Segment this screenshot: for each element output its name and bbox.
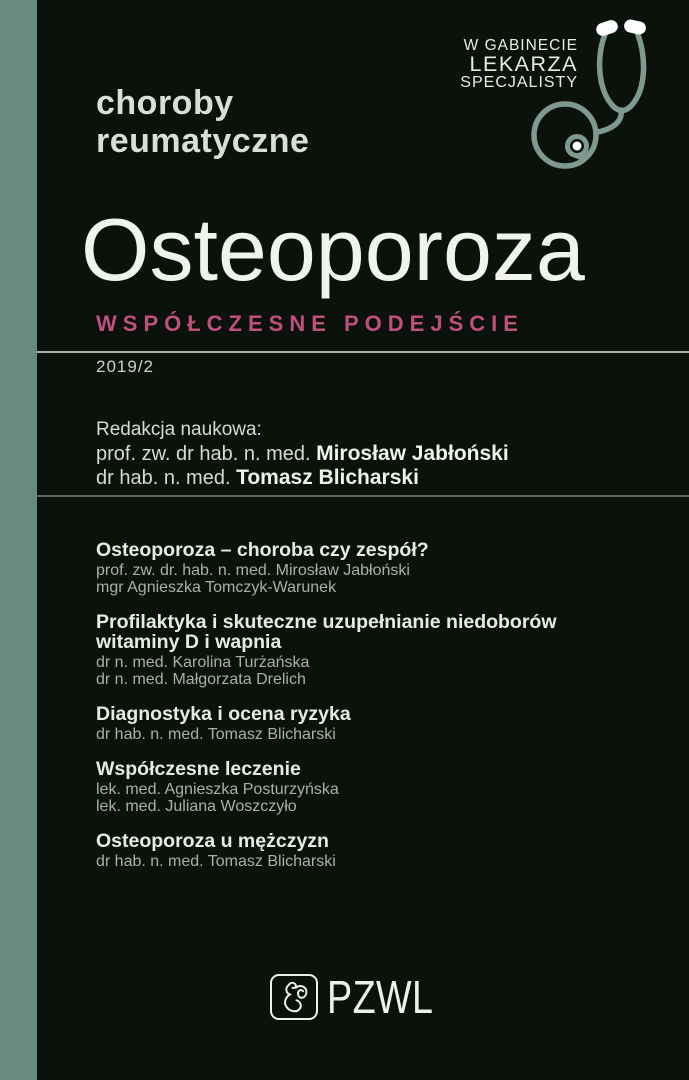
editor-line [96,466,509,491]
chapter-title [96,612,616,652]
chapter-title: Osteoporoza – choroba czy zespół? [96,539,429,561]
editor-name: Tomasz Blicharski [236,466,419,489]
left-accent-stripe [0,0,37,1080]
editor-line [96,442,509,467]
pzwl-monogram-icon [270,974,318,1020]
series-title-line2: reumatyczne [96,122,310,160]
chapter-author: dr n. med. Karolina Turżańska [96,654,310,671]
editorial-label: Redakcja naukowa: [96,419,262,440]
editor-prefix: dr hab. n. med. [96,467,237,489]
series-title-line1: choroby [96,84,234,122]
chapter-title-line: witaminy D i wapnia [96,631,282,653]
chapter-author: lek. med. Agnieszka Posturzyńska [96,781,339,798]
publisher-logo [270,971,457,1023]
chapter-author: dr n. med. Małgorzata Drelich [96,671,306,688]
brand-line2: LEKARZA [469,52,578,76]
chapter-item [96,612,616,688]
book-subtitle: WSPÓŁCZESNE PODEJŚCIE [96,311,524,336]
chapter-item [96,540,616,596]
chapter-list [96,540,616,886]
divider-editorial [37,495,689,497]
chapter-item [96,759,616,815]
brand-line3: SPECJALISTY [460,74,578,91]
chapter-title: Osteoporoza u mężczyzn [96,830,329,852]
chapter-item [96,831,616,870]
editor-prefix: prof. zw. dr hab. n. med. [96,442,317,465]
chapter-author: dr hab. n. med. Tomasz Blicharski [96,853,336,870]
stethoscope-icon [520,10,680,182]
chapter-author: prof. zw. dr. hab. n. med. Mirosław Jabłoński [96,562,410,579]
book-title: Osteoporoza [81,200,585,299]
issue-number: 2019/2 [96,357,154,376]
chapter-title: Diagnostyka i ocena ryzyka [96,703,351,725]
series-title [96,84,309,160]
chapter-title: Współczesne leczenie [96,758,301,780]
chapter-author: lek. med. Juliana Woszczyło [96,798,297,815]
brand-line1: W GABINECIE [463,37,578,54]
editorial-block [96,418,509,491]
publisher-name: PZWL [327,971,434,1023]
chapter-title-line: Profilaktyka i skuteczne uzupełnianie niedoborów [96,611,557,633]
editor-name: Mirosław Jabłoński [316,441,509,465]
chapter-author: mgr Agnieszka Tomczyk-Warunek [96,579,337,596]
chapter-author: dr hab. n. med. Tomasz Blicharski [96,726,336,743]
divider-top [37,351,689,353]
chapter-item [96,704,616,743]
